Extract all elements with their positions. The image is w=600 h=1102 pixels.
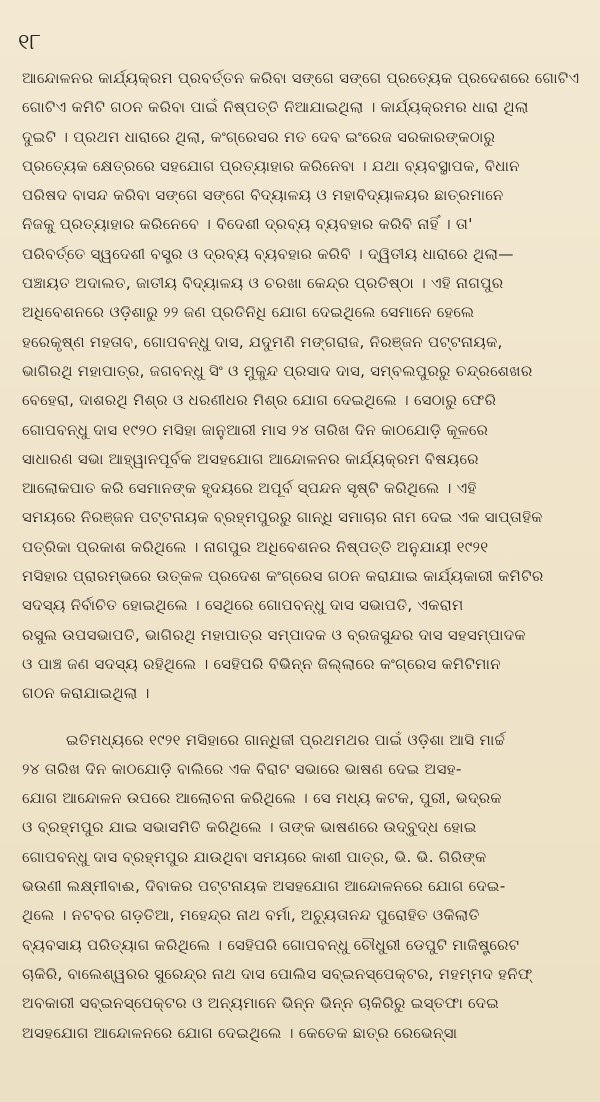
paragraph-2 <box>22 726 582 1048</box>
text-line: ଦୁଇଟି । ପ୍ରଥମ ଧାରାରେ ଥିଲା, କଂଗ୍ରେସର ମତ ଦେବ ଇଂରେଜ ସରକାରଙ୍କଠାରୁ <box>22 127 496 146</box>
text-line: ପରିବର୍ତ୍ତେ ସ୍ୱଦେଶୀ ବସ୍ତ୍ର ଓ ଦ୍ରବ୍ୟ ବ୍ୟବହାର କରିବି । ଦ୍ୱିତୀୟ ଧାରାରେ ଥିଲା— <box>22 244 514 263</box>
text-line: ସଦସ୍ୟ ନିର୍ବାଚିତ ହୋଇଥିଲେ । ସେଥିରେ ଗୋପବନ୍ଧୁ ଦାସ ସଭାପତି, ଏକରାମ <box>22 596 464 615</box>
paragraph-1 <box>22 64 582 709</box>
text-line: ବେହେରା, ଦାଶରଥି ମିଶ୍ର ଓ ଧରଣୀଧର ମିଶ୍ର ଯୋଗ ଦେଇଥିଲେ । ସେଠାରୁ ଫେରି <box>22 391 497 410</box>
text-line: ଗୋପବନ୍ଧୁ ଦାସ ୧୯୨୦ ମସିହା ଜାନୁଆରୀ ମାସ ୨୪ ତାରିଖ ଦିନ କାଠଯୋଡ଼ି କୂଳରେ <box>22 420 489 439</box>
text-line: ଆଲୋକପାତ କରି ସେମାନଙ୍କ ହୃଦୟରେ ଅପୂର୍ବ ସ୍ପନ୍ଦନ ସୃଷ୍ଟି କରିଥିଲେ । ଏହି <box>22 479 477 498</box>
text-line: ସାଧାରଣ ସଭା ଆହ୍ୱାନପୂର୍ବକ ଅସହଯୋଗ ଆନ୍ଦୋଳନର କାର୍ଯ୍ୟକ୍ରମ ବିଷୟରେ <box>22 449 479 468</box>
text-line: ଅବକାରୀ ସବ୍‌ଇନସ୍ପେକ୍ଟର ଓ ଅନ୍ୟମାନେ ଭିନ୍ନ ଭିନ୍ନ ଚାକିରିରୁ ଇସ୍ତଫା ଦେଇ <box>22 994 500 1013</box>
text-line: ରସୁଲ ଉପସଭାପତି, ଭାଗିରଥି ମହାପାତ୍ର ସମ୍ପାଦକ ଓ ବ୍ରଜସୁନ୍ଦର ଦାସ ସହସମ୍ପାଦକ <box>22 625 526 644</box>
page-number: ୧୮ <box>18 30 41 55</box>
text-line: ଅସହଯୋଗ ଆନ୍ଦୋଳନରେ ଯୋଗ ଦେଇଥିଲେ । କେତେକ ଛାତ୍ର ରେଭେନ୍‌ସା <box>22 1023 458 1042</box>
text-line: ମସିହାର ପ୍ରାରମ୍ଭରେ ଉତ୍କଳ ପ୍ରଦେଶ କଂଗ୍ରେସ ଗଠନ କରାଯାଇ କାର୍ଯ୍ୟକାରୀ କମିଟିର <box>22 567 544 586</box>
text-line: ଅଧିବେଶନରେ ଓଡ଼ିଶାରୁ ୨୨ ଜଣ ପ୍ରତିନିଧି ଯୋଗ ଦେଇଥିଲେ ସେମାନେ ହେଲେ <box>22 303 475 322</box>
text-line: ପଞ୍ଚାୟତ ଅଦାଲତ, ଜାତୀୟ ବିଦ୍ୟାଳୟ ଓ ଚରଖା କେନ୍ଦ୍ର ପ୍ରତିଷ୍ଠା । ଏହି ନାଗପୁର <box>22 274 504 293</box>
text-line: ପ୍ରତ୍ୟେକ କ୍ଷେତ୍ରରେ ସହଯୋଗ ପ୍ରତ୍ୟାହାର କରିନେବା । ଯଥା ବ୍ୟବସ୍ଥାପକ, ବିଧାନ <box>22 156 520 175</box>
text-line: ଭଉଣୀ ଲକ୍ଷ୍ମୀବାଈ, ଦିବାକର ପଟ୍ଟନାୟକ ଅସହଯୋଗ ଆନ୍ଦୋଳନରେ ଯୋଗ ଦେଇ- <box>22 877 506 896</box>
text-line: ଇତିମଧ୍ୟରେ ୧୯୨୧ ମସିହାରେ ଗାନ୍ଧିଜୀ ପ୍ରଥମଥର ପାଇଁ ଓଡ଼ିଶା ଆସି ମାର୍ଚ୍ଚ <box>66 730 506 749</box>
text-line: ପତ୍ରିକା ପ୍ରକାଶ କରିଥିଲେ । ନାଗପୁର ଅଧିବେଶନର ନିଷ୍ପତ୍ତି ଅନୁଯାୟୀ ୧୯୨୧ <box>22 537 489 556</box>
text-line: ଗୋପବନ୍ଧୁ ଦାସ ବ୍ରହ୍ମପୁର ଯାଉଥିବା ସମୟରେ କାଶୀ ପାତ୍ର, ଭି. ଭି. ଗିରିଙ୍କ <box>22 847 487 866</box>
paragraph-gap <box>22 709 582 726</box>
text-line: ଭାଗିରଥି ମହାପାତ୍ର, ଜଗବନ୍ଧୁ ସିଂ ଓ ମୁକୁନ୍ଦ ପ୍ରସାଦ ଦାସ, ସମ୍ବଲପୁରରୁ ଚନ୍ଦ୍ରଶେଖର <box>22 361 533 380</box>
text-line: ୨୪ ତାରିଖ ଦିନ କାଠଯୋଡ଼ି ବାଲିରେ ଏକ ବିରାଟ ସଭାରେ ଭାଷଣ ଦେଇ ଅସହ- <box>22 759 462 778</box>
text-line: ଓ ପାଞ୍ଚ ଜଣ ସଦସ୍ୟ ରହିଥିଲେ । ସେହିପରି ବିଭିନ୍ନ ଜିଲ୍ଲାରେ କଂଗ୍ରେସ କମିଟିମାନ <box>22 654 501 673</box>
text-line: ବ୍ୟବସାୟ ପରିତ୍ୟାଗ କରିଥିଲେ । ସେହିପରି ଗୋପବନ୍ଧୁ ଚୌଧୁରୀ ଡେପୁଟି ମାଜିଷ୍ଟ୍ରେଟ <box>22 935 520 954</box>
text-line: ଆନ୍ଦୋଳନର କାର୍ଯ୍ୟକ୍ରମ ପ୍ରବର୍ତ୍ତନ କରିବା ସଙ୍ଗେ ସଙ୍ଗେ ପ୍ରତ୍ୟେକ ପ୍ରଦେଶରେ ଗୋଟିଏ <box>22 69 580 87</box>
text-line: ଥିଲେ । ନଟବର ଗଡ଼ତିଆ, ମହେନ୍ଦ୍ର ନାଥ ବର୍ମା, ଅଚ୍ୟୁତାନନ୍ଦ ପୁରୋହିତ ଓକିଲାତି <box>22 906 480 925</box>
text-line: ଗଠନ କରାଯାଇଥିଲା । <box>22 684 150 703</box>
text-line: ନିଜକୁ ପ୍ରତ୍ୟାହାର କରିନେବେ । ବିଦେଶୀ ଦ୍ରବ୍ୟ ବ୍ୟବହାର କରିବି ନାହିଁ । ତା' <box>22 215 473 234</box>
text-line: ହରେକୃଷ୍ଣ ମହତାବ, ଗୋପବନ୍ଧୁ ଦାସ, ଯଦୁମଣି ମଙ୍ଗରାଜ, ନିରଞ୍ଜନ ପଟ୍ଟନାୟକ, <box>22 332 503 351</box>
text-line: ଯୋଗ ଆନ୍ଦୋଳନ ଉପରେ ଆଲୋଚନା କରିଥିଲେ । ସେ ମଧ୍ୟ କଟକ, ପୁରୀ, ଭଦ୍ରକ <box>22 789 502 808</box>
text-line: ଓ ବ୍ରହ୍ମପୁର ଯାଇ ସଭାସମିତି କରିଥିଲେ । ତାଙ୍କ ଭାଷଣରେ ଉଦ୍‌ବୁଦ୍ଧ ହୋଇ <box>22 818 477 837</box>
text-line: ସମୟରେ ନିରଞ୍ଜନ ପଟ୍ଟନାୟକ ବ୍ରହ୍ମପୁରରୁ ଗାନ୍ଧି ସମାଚାର ନାମ ଦେଇ ଏକ ସାପ୍ତାହିକ <box>22 508 543 527</box>
text-line: ପରିଷଦ ବାସନ୍ଦ କରିବା ସଙ୍ଗେ ସଙ୍ଗେ ବିଦ୍ୟାଳୟ ଓ ମହାବିଦ୍ୟାଳୟର ଛାତ୍ରମାନେ <box>22 186 504 205</box>
text-line: ଚାକିରି, ବାଲେଶ୍ୱରର ସୁରେନ୍ଦ୍ର ନାଥ ଦାସ ପୋଲିସ ସବ୍‌ଇନସ୍ପେକ୍ଟର, ମହମ୍ମଦ ହନିଫ୍ <box>22 964 533 983</box>
body-text <box>22 64 582 1048</box>
text-line: ଗୋଟିଏ କମିଟି ଗଠନ କରିବା ପାଇଁ ନିଷ୍ପତ୍ତି ନିଆଯାଇଥିଲା । କାର୍ଯ୍ୟକ୍ରମର ଧାରା ଥିଲା <box>22 98 529 117</box>
